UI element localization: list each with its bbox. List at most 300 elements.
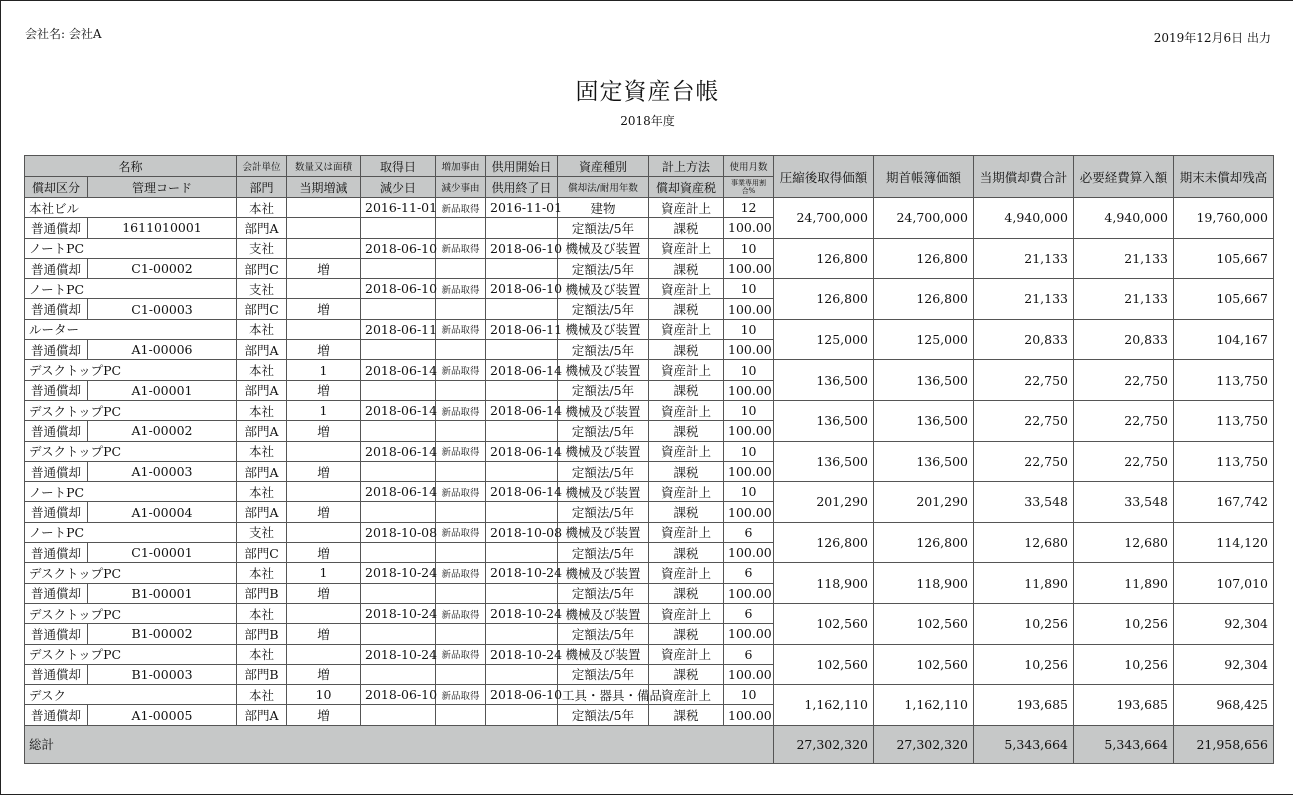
asset-start-date: 2018-06-10 [486,238,558,258]
asset-compressed: 118,900 [774,563,874,604]
asset-current-dep: 33,548 [974,482,1074,523]
asset-change: 増 [287,502,361,522]
asset-dec-date [361,461,436,481]
asset-expense: 33,548 [1074,482,1174,523]
asset-dec-reason [436,624,486,644]
company-name: 会社名: 会社A [25,27,102,41]
asset-qty [287,603,361,623]
col-header-dec-reason: 減少事由 [436,177,486,198]
asset-opening: 136,500 [874,400,974,441]
asset-accounting: 資産計上 [649,563,724,583]
table-row [25,482,1274,502]
asset-current-dep: 10,256 [974,603,1074,644]
col-header-asset-type: 資産種別 [558,156,649,177]
asset-opening: 102,560 [874,644,974,685]
asset-ending: 92,304 [1174,603,1274,644]
asset-change: 増 [287,258,361,278]
asset-months: 10 [724,319,774,339]
total-ending: 21,958,656 [1174,725,1274,763]
asset-dep-class: 普通償却 [25,340,88,360]
asset-months: 6 [724,644,774,664]
table-row [25,522,1274,542]
col-header-expense: 必要経費算入額 [1074,156,1174,198]
asset-acq-date: 2018-06-14 [361,441,436,461]
asset-dec-reason [436,543,486,563]
asset-dec-date [361,543,436,563]
asset-ending: 92,304 [1174,644,1274,685]
asset-expense: 12,680 [1074,522,1174,563]
asset-code: 1611010001 [88,218,237,238]
asset-compressed: 126,800 [774,522,874,563]
asset-start-date: 2018-06-11 [486,319,558,339]
col-header-code: 管理コード [88,177,237,198]
asset-type: 建物 [558,198,649,218]
col-header-acq-date: 取得日 [361,156,436,177]
asset-current-dep: 22,750 [974,400,1074,441]
asset-name: デスクトップPC [25,400,237,420]
asset-type: 機械及び装置 [558,522,649,542]
asset-end-date [486,258,558,278]
col-header-qty: 数量又は面積 [287,156,361,177]
asset-dept: 部門A [237,421,287,441]
asset-method-life: 定額法/5年 [558,299,649,319]
asset-opening: 136,500 [874,441,974,482]
asset-dep-tax: 課税 [649,664,724,684]
asset-type: 機械及び装置 [558,482,649,502]
asset-months: 10 [724,482,774,502]
asset-current-dep: 12,680 [974,522,1074,563]
total-current-dep: 5,343,664 [974,725,1074,763]
asset-expense: 21,133 [1074,279,1174,320]
asset-method-life: 定額法/5年 [558,461,649,481]
asset-method-life: 定額法/5年 [558,705,649,725]
asset-end-date [486,421,558,441]
table-row [25,238,1274,258]
asset-dec-date [361,583,436,603]
asset-end-date [486,380,558,400]
asset-qty: 10 [287,685,361,705]
asset-dec-reason [436,218,486,238]
asset-current-dep: 21,133 [974,238,1074,279]
asset-current-dep: 11,890 [974,563,1074,604]
asset-dept: 部門A [237,340,287,360]
col-header-start-date: 供用開始日 [486,156,558,177]
asset-name: ノートPC [25,279,237,299]
asset-compressed: 136,500 [774,400,874,441]
asset-accounting: 資産計上 [649,400,724,420]
asset-compressed: 1,162,110 [774,685,874,726]
asset-months: 10 [724,400,774,420]
asset-change: 増 [287,624,361,644]
col-header-biz-ratio: 事業専用割合% [724,177,774,198]
asset-dec-date [361,299,436,319]
asset-compressed: 136,500 [774,360,874,401]
asset-name: デスクトップPC [25,441,237,461]
asset-accounting: 資産計上 [649,279,724,299]
asset-change [287,218,361,238]
asset-dec-reason [436,380,486,400]
asset-name: デスク [25,685,237,705]
asset-unit: 本社 [237,644,287,664]
fiscal-year: 2018年度 [620,114,675,128]
total-opening: 27,302,320 [874,725,974,763]
asset-ending: 113,750 [1174,441,1274,482]
asset-current-dep: 4,940,000 [974,198,1074,239]
asset-start-date: 2018-06-14 [486,441,558,461]
asset-name: デスクトップPC [25,603,237,623]
asset-inc-reason: 新品取得 [436,685,486,705]
asset-dept: 部門A [237,502,287,522]
asset-dec-reason [436,502,486,522]
asset-dec-reason [436,421,486,441]
asset-change: 増 [287,583,361,603]
asset-dep-tax: 課税 [649,583,724,603]
asset-acq-date: 2018-10-24 [361,563,436,583]
asset-acq-date: 2018-06-14 [361,482,436,502]
asset-acq-date: 2018-10-24 [361,644,436,664]
asset-dep-class: 普通償却 [25,461,88,481]
asset-months: 12 [724,198,774,218]
asset-type: 機械及び装置 [558,360,649,380]
asset-biz-ratio: 100.00 [724,218,774,238]
table-row [25,400,1274,420]
asset-biz-ratio: 100.00 [724,380,774,400]
asset-dep-tax: 課税 [649,502,724,522]
asset-qty [287,238,361,258]
asset-accounting: 資産計上 [649,319,724,339]
asset-dep-class: 普通償却 [25,705,88,725]
asset-biz-ratio: 100.00 [724,299,774,319]
output-date: 2019年12月6日 出力 [1153,31,1271,45]
asset-dep-class: 普通償却 [25,624,88,644]
col-header-dec-date: 減少日 [361,177,436,198]
asset-dep-tax: 課税 [649,421,724,441]
asset-change: 増 [287,421,361,441]
asset-code: A1-00004 [88,502,237,522]
asset-months: 10 [724,279,774,299]
asset-end-date [486,340,558,360]
asset-name: デスクトップPC [25,644,237,664]
asset-end-date [486,461,558,481]
asset-biz-ratio: 100.00 [724,340,774,360]
asset-method-life: 定額法/5年 [558,340,649,360]
asset-expense: 11,890 [1074,563,1174,604]
asset-code: B1-00001 [88,583,237,603]
col-header-name: 名称 [25,156,237,177]
asset-change: 増 [287,543,361,563]
asset-ending: 105,667 [1174,238,1274,279]
asset-expense: 10,256 [1074,644,1174,685]
asset-change: 増 [287,380,361,400]
asset-dept: 部門B [237,583,287,603]
asset-dep-tax: 課税 [649,340,724,360]
asset-dept: 部門C [237,258,287,278]
asset-compressed: 126,800 [774,238,874,279]
asset-type: 機械及び装置 [558,603,649,623]
asset-dep-tax: 課税 [649,299,724,319]
asset-acq-date: 2018-06-10 [361,279,436,299]
asset-compressed: 102,560 [774,603,874,644]
asset-accounting: 資産計上 [649,238,724,258]
asset-biz-ratio: 100.00 [724,583,774,603]
asset-months: 6 [724,522,774,542]
asset-dep-tax: 課税 [649,380,724,400]
asset-dec-reason [436,583,486,603]
asset-type: 機械及び装置 [558,279,649,299]
asset-type: 機械及び装置 [558,319,649,339]
asset-opening: 201,290 [874,482,974,523]
asset-name: ノートPC [25,238,237,258]
asset-dep-class: 普通償却 [25,258,88,278]
asset-dec-date [361,258,436,278]
asset-compressed: 24,700,000 [774,198,874,239]
asset-code: A1-00006 [88,340,237,360]
asset-code: B1-00002 [88,624,237,644]
asset-change: 増 [287,299,361,319]
asset-dep-tax: 課税 [649,461,724,481]
asset-dept: 部門B [237,624,287,644]
asset-unit: 本社 [237,400,287,420]
asset-compressed: 125,000 [774,319,874,360]
table-row [25,360,1274,380]
asset-current-dep: 21,133 [974,279,1074,320]
asset-dec-date [361,218,436,238]
asset-months: 6 [724,603,774,623]
asset-code: A1-00001 [88,380,237,400]
table-row [25,685,1274,705]
asset-accounting: 資産計上 [649,360,724,380]
asset-accounting: 資産計上 [649,644,724,664]
col-header-compressed: 圧縮後取得価額 [774,156,874,198]
asset-dep-class: 普通償却 [25,583,88,603]
asset-biz-ratio: 100.00 [724,421,774,441]
asset-name: デスクトップPC [25,360,237,380]
fixed-asset-ledger-table [24,155,1274,764]
asset-dec-date [361,421,436,441]
asset-acq-date: 2018-10-24 [361,603,436,623]
asset-compressed: 126,800 [774,279,874,320]
asset-inc-reason: 新品取得 [436,198,486,218]
asset-compressed: 136,500 [774,441,874,482]
asset-opening: 126,800 [874,279,974,320]
asset-dep-class: 普通償却 [25,664,88,684]
asset-method-life: 定額法/5年 [558,258,649,278]
asset-biz-ratio: 100.00 [724,461,774,481]
col-header-months: 使用月数 [724,156,774,177]
asset-acq-date: 2018-06-11 [361,319,436,339]
asset-unit: 支社 [237,279,287,299]
asset-type: 工具・器具・備品 [558,685,649,705]
asset-months: 10 [724,360,774,380]
asset-dec-date [361,705,436,725]
asset-dec-date [361,624,436,644]
asset-accounting: 資産計上 [649,198,724,218]
asset-dec-date [361,340,436,360]
asset-opening: 118,900 [874,563,974,604]
asset-expense: 22,750 [1074,441,1174,482]
asset-change: 増 [287,340,361,360]
asset-months: 10 [724,685,774,705]
asset-months: 10 [724,441,774,461]
asset-dec-date [361,380,436,400]
asset-current-dep: 22,750 [974,360,1074,401]
asset-change: 増 [287,705,361,725]
asset-ending: 19,760,000 [1174,198,1274,239]
table-row [25,441,1274,461]
asset-method-life: 定額法/5年 [558,664,649,684]
asset-dep-tax: 課税 [649,218,724,238]
asset-biz-ratio: 100.00 [724,502,774,522]
table-row [25,603,1274,623]
asset-type: 機械及び装置 [558,563,649,583]
asset-dept: 部門A [237,218,287,238]
asset-ending: 107,010 [1174,563,1274,604]
asset-expense: 20,833 [1074,319,1174,360]
asset-inc-reason: 新品取得 [436,238,486,258]
asset-dec-reason [436,258,486,278]
asset-dep-class: 普通償却 [25,421,88,441]
asset-start-date: 2018-06-14 [486,400,558,420]
asset-acq-date: 2016-11-01 [361,198,436,218]
asset-start-date: 2018-06-10 [486,685,558,705]
asset-accounting: 資産計上 [649,685,724,705]
asset-qty: 1 [287,400,361,420]
asset-biz-ratio: 100.00 [724,258,774,278]
asset-code: C1-00002 [88,258,237,278]
asset-start-date: 2016-11-01 [486,198,558,218]
asset-dec-reason [436,705,486,725]
asset-dec-reason [436,461,486,481]
asset-opening: 125,000 [874,319,974,360]
asset-method-life: 定額法/5年 [558,543,649,563]
asset-qty [287,279,361,299]
asset-dec-reason [436,340,486,360]
asset-compressed: 201,290 [774,482,874,523]
asset-months: 10 [724,238,774,258]
asset-dep-class: 普通償却 [25,380,88,400]
asset-opening: 1,162,110 [874,685,974,726]
asset-method-life: 定額法/5年 [558,380,649,400]
asset-dec-reason [436,299,486,319]
col-header-dept: 部門 [237,177,287,198]
asset-unit: 本社 [237,685,287,705]
asset-accounting: 資産計上 [649,482,724,502]
asset-end-date [486,502,558,522]
asset-unit: 本社 [237,319,287,339]
asset-expense: 22,750 [1074,360,1174,401]
asset-dep-tax: 課税 [649,543,724,563]
asset-start-date: 2018-06-14 [486,360,558,380]
asset-method-life: 定額法/5年 [558,218,649,238]
asset-inc-reason: 新品取得 [436,482,486,502]
total-expense: 5,343,664 [1074,725,1174,763]
asset-opening: 24,700,000 [874,198,974,239]
asset-inc-reason: 新品取得 [436,319,486,339]
asset-current-dep: 10,256 [974,644,1074,685]
asset-code: C1-00003 [88,299,237,319]
asset-opening: 126,800 [874,238,974,279]
asset-unit: 本社 [237,563,287,583]
col-header-dep-tax: 償却資産税 [649,177,724,198]
asset-expense: 22,750 [1074,400,1174,441]
table-footer [25,725,1274,763]
asset-ending: 113,750 [1174,360,1274,401]
asset-end-date [486,218,558,238]
asset-qty: 1 [287,360,361,380]
asset-change: 増 [287,664,361,684]
asset-current-dep: 20,833 [974,319,1074,360]
asset-unit: 本社 [237,360,287,380]
asset-inc-reason: 新品取得 [436,563,486,583]
asset-dept: 部門C [237,543,287,563]
asset-acq-date: 2018-06-14 [361,360,436,380]
asset-code: A1-00005 [88,705,237,725]
asset-type: 機械及び装置 [558,238,649,258]
asset-dep-tax: 課税 [649,624,724,644]
total-compressed: 27,302,320 [774,725,874,763]
col-header-inc-reason: 増加事由 [436,156,486,177]
page-title: 固定資産台帳 [575,79,720,105]
asset-code: B1-00003 [88,664,237,684]
asset-dec-date [361,664,436,684]
asset-biz-ratio: 100.00 [724,543,774,563]
asset-expense: 21,133 [1074,238,1174,279]
asset-start-date: 2018-06-10 [486,279,558,299]
table-header [25,156,1274,198]
col-header-ending: 期末未償却残高 [1174,156,1274,198]
asset-acq-date: 2018-10-08 [361,522,436,542]
asset-method-life: 定額法/5年 [558,502,649,522]
asset-end-date [486,583,558,603]
col-header-unit: 会計単位 [237,156,287,177]
asset-compressed: 102,560 [774,644,874,685]
asset-method-life: 定額法/5年 [558,624,649,644]
table-body [25,198,1274,726]
asset-code: C1-00001 [88,543,237,563]
asset-opening: 126,800 [874,522,974,563]
asset-name: ルーター [25,319,237,339]
asset-change: 増 [287,461,361,481]
asset-accounting: 資産計上 [649,522,724,542]
asset-end-date [486,705,558,725]
asset-end-date [486,664,558,684]
asset-method-life: 定額法/5年 [558,421,649,441]
col-header-dep-class: 償却区分 [25,177,88,198]
asset-inc-reason: 新品取得 [436,522,486,542]
asset-qty [287,319,361,339]
asset-inc-reason: 新品取得 [436,644,486,664]
asset-expense: 10,256 [1074,603,1174,644]
asset-dept: 部門A [237,380,287,400]
asset-start-date: 2018-06-14 [486,482,558,502]
asset-name: デスクトップPC [25,563,237,583]
asset-qty [287,441,361,461]
asset-biz-ratio: 100.00 [724,705,774,725]
asset-dept: 部門C [237,299,287,319]
asset-inc-reason: 新品取得 [436,400,486,420]
asset-start-date: 2018-10-24 [486,603,558,623]
asset-qty [287,522,361,542]
asset-dept: 部門B [237,664,287,684]
asset-qty [287,644,361,664]
asset-type: 機械及び装置 [558,644,649,664]
asset-dep-class: 普通償却 [25,299,88,319]
asset-dec-reason [436,664,486,684]
asset-unit: 支社 [237,238,287,258]
asset-dep-class: 普通償却 [25,218,88,238]
asset-dept: 部門A [237,461,287,481]
asset-end-date [486,299,558,319]
